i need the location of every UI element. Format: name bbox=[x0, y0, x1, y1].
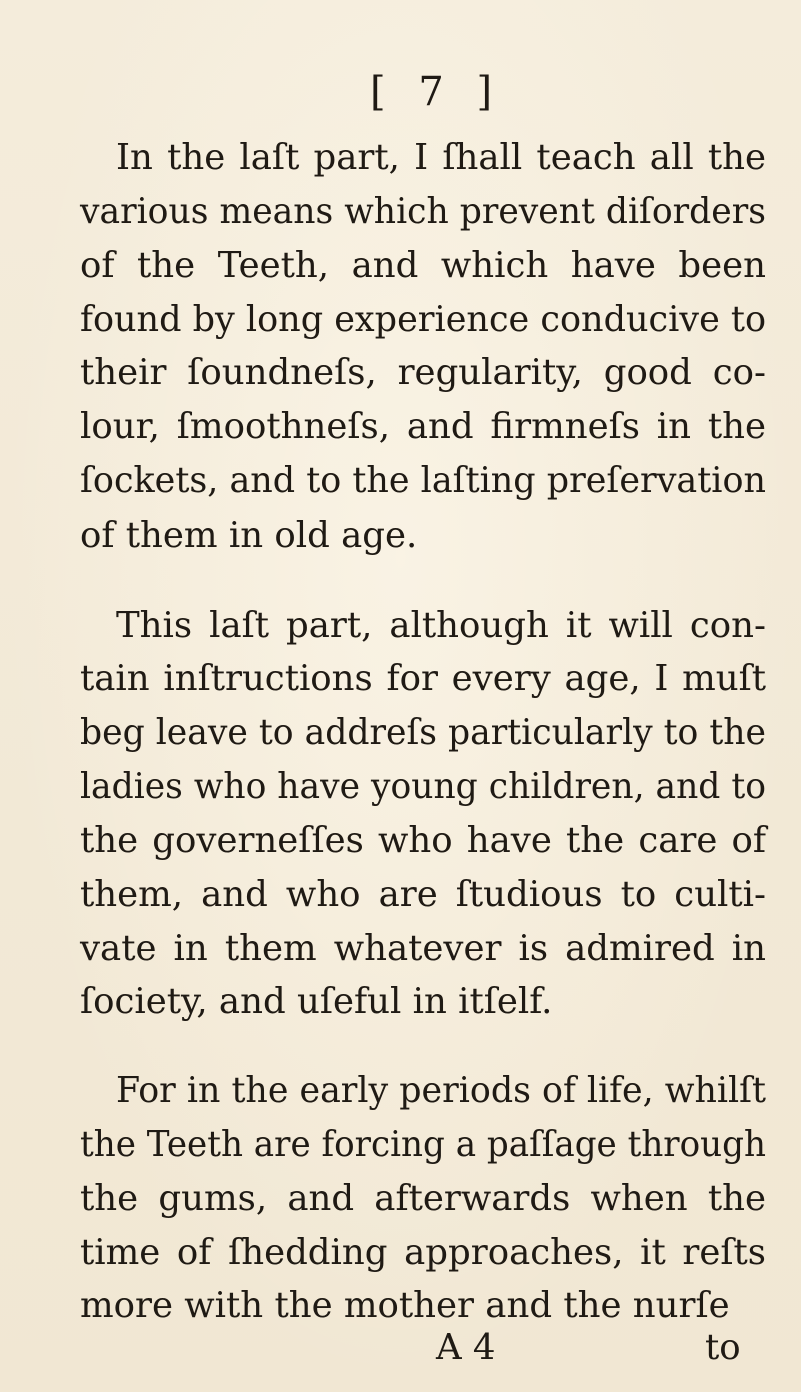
text-line: ſociety, and uſeful in itſelf. bbox=[80, 981, 553, 1023]
text-line: For in the early periods of life, whilſt bbox=[116, 1070, 766, 1112]
text-line: the governeſſes who have the care of bbox=[80, 819, 767, 861]
text-line: This laſt part, although it will con- bbox=[116, 604, 767, 646]
page-number: [ 7 ] bbox=[370, 69, 503, 115]
text-line: their ſoundneſs, regularity, good co- bbox=[80, 352, 766, 394]
text-line: In the laſt part, I ſhall teach all the bbox=[116, 137, 767, 178]
text-line: the gums, and afterwards when the bbox=[80, 1177, 766, 1219]
text-line: ladies who have young children, and to bbox=[80, 766, 766, 807]
signature-mark: A 4 bbox=[436, 1327, 496, 1368]
text-line: the Teeth are forcing a paſſage through bbox=[80, 1123, 766, 1165]
text-line: of them in old age. bbox=[80, 514, 418, 556]
text-line: tain inſtructions for every age, I muſt bbox=[80, 658, 767, 700]
text-line: various means which prevent diſorders bbox=[80, 190, 766, 232]
text-line: them, and who are ſtudious to culti- bbox=[80, 873, 767, 915]
text-line: time of ſhedding approaches, it reſts bbox=[80, 1231, 766, 1273]
text-line: found by long experience conducive to bbox=[80, 298, 767, 340]
text-line: beg leave to addreſs particularly to the bbox=[80, 712, 767, 754]
text-line: lour, ſmoothneſs, and firmneſs in the bbox=[80, 406, 767, 448]
text-line: of the Teeth, and which have been bbox=[80, 244, 767, 286]
catchword: to bbox=[705, 1327, 741, 1368]
text-line: more with the mother and the nurſe bbox=[80, 1285, 730, 1327]
text-line: ſockets, and to the laſting preſervation bbox=[80, 460, 766, 501]
text-line: vate in them whatever is admired in bbox=[80, 927, 767, 969]
